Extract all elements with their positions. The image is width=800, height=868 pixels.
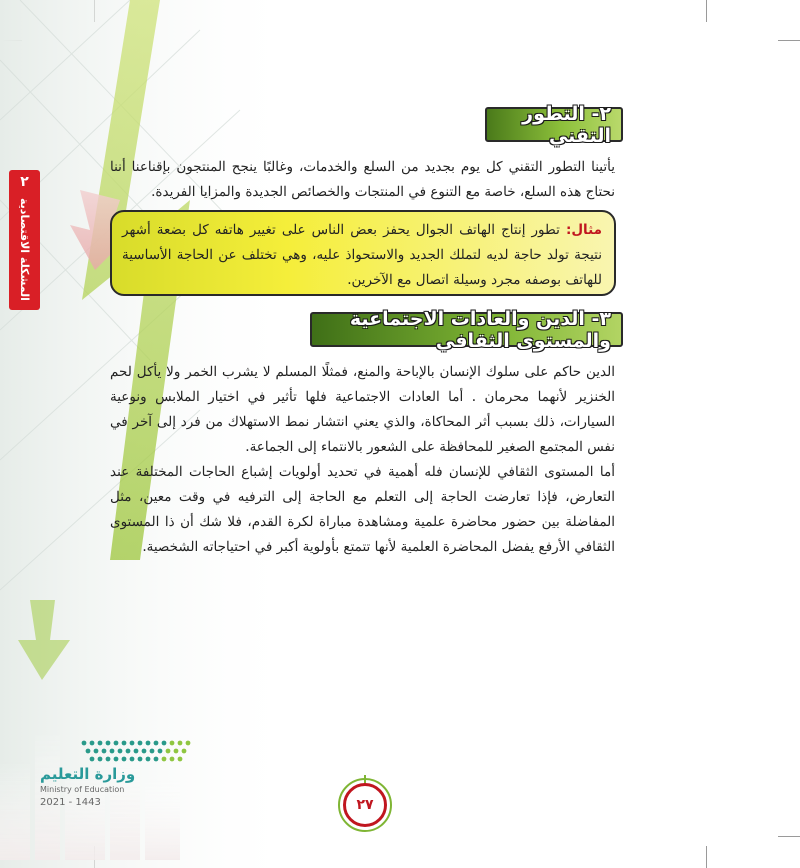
ministry-logo xyxy=(36,735,176,815)
crop-mark xyxy=(778,836,800,837)
chapter-side-tab xyxy=(9,170,40,310)
section-paragraph: يأتينا التطور التقني كل يوم بجديد من السلع والخدمات، وغالبًا ينجح المنتجون بإقناعنا أننا نحتاج هذه السلع، خاصة مع التنوع في المنتجات والخصائص الجديدة والمزايا الفريدة. xyxy=(110,159,615,200)
crop-mark xyxy=(706,846,707,868)
vision-dots-icon xyxy=(76,735,206,763)
example-box xyxy=(110,210,616,296)
section-paragraph: الدين حاكم على سلوك الإنسان بالإباحة والمنع، فمثلًا المسلم لا يشرب الخمر ولا يأكل لحم الخنزير لأنهما محرمان . أما العادات الاجتماعية فلها تأثير في اختيار الملابس ونوعية السيارات، ذلك بسبب أثر المحاكاة، والذي يعني انتشار نمط الاستهلاك من فرد إلى آخر في نفس المجتمع الصغير للمحافظة على الشعور بالانتماء إلى الجماعة. xyxy=(110,364,615,455)
ministry-name-english: Ministry of Education xyxy=(40,785,125,794)
section-paragraph: أما المستوى الثقافي للإنسان فله أهمية في تحديد أولويات إشباع الحاجات المختلفة عند التعارض، فإذا تعارضت الحاجة إلى التعلم مع الحاجة إلى الترفيه في وقت معين، مثل المفاضلة بين حضور محاضرة علمية ومشاهدة مباراة لكرة القدم، فلا شك أن ذا المستوى الثقافي الأرفع يفضل المحاضرة العلمية لأنها تتمتع بأولوية أكبر في احتياجاته الشخصية. xyxy=(110,464,615,555)
section-heading-text: ٣- الدين والعادات الاجتماعية والمستوى الثقافي xyxy=(349,307,611,352)
page-number xyxy=(343,783,387,827)
edition-year: 2021 - 1443 xyxy=(40,797,101,808)
chapter-number: ٢ xyxy=(20,174,29,190)
ministry-name-arabic: وزارة التعليم xyxy=(40,765,136,783)
crop-mark xyxy=(778,40,800,41)
example-text: تطور إنتاج الهاتف الجوال يحفز بعض الناس على تغيير هاتفه كل بضعة أشهر نتيجة تولد حاجة لديه لتملك الجديد والاستحواذ عليه، وهي تختلف عن الحاجة الأساسية للهاتف بوصفه مجرد وسيلة اتصال مع الآخرين. xyxy=(122,222,602,288)
page-number-text: ٢٧ xyxy=(356,797,374,813)
section-heading-technical-development xyxy=(485,102,623,147)
section-heading-text: ٢- التطور التقني xyxy=(522,102,611,147)
crop-mark xyxy=(706,0,707,22)
chapter-title: المشكلة الاقتصادية xyxy=(18,198,31,301)
example-label: مثال: xyxy=(565,222,602,238)
section-heading-religion-customs xyxy=(310,307,623,352)
